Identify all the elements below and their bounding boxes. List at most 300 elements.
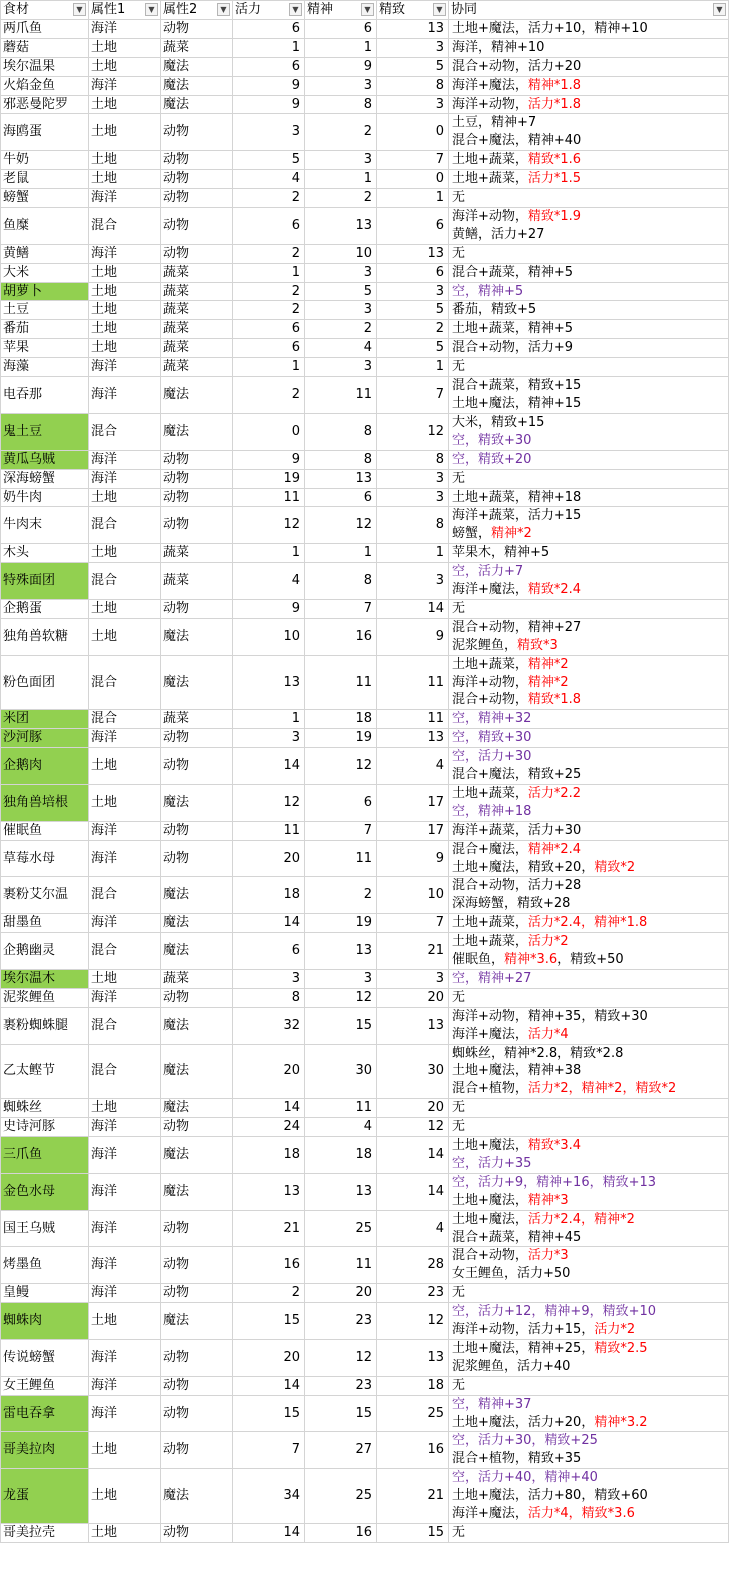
cell-vitality[interactable]: 3 <box>233 729 305 748</box>
cell-refinement[interactable]: 13 <box>377 729 449 748</box>
cell-synergy[interactable] <box>449 469 729 488</box>
cell-vitality[interactable]: 2 <box>233 189 305 208</box>
cell-synergy[interactable] <box>449 413 729 450</box>
cell-attr2[interactable]: 动物 <box>161 189 233 208</box>
cell-attr2[interactable]: 动物 <box>161 1523 233 1542</box>
cell-attr2[interactable]: 蔬菜 <box>161 563 233 600</box>
cell-ingredient[interactable]: 胡萝卜 <box>1 282 89 301</box>
cell-ingredient[interactable]: 海鸥蛋 <box>1 114 89 151</box>
cell-synergy[interactable] <box>449 488 729 507</box>
cell-ingredient[interactable]: 蜘蛛肉 <box>1 1303 89 1340</box>
cell-refinement[interactable]: 7 <box>377 151 449 170</box>
cell-ingredient[interactable]: 两爪鱼 <box>1 19 89 38</box>
cell-attr2[interactable]: 动物 <box>161 1432 233 1469</box>
cell-ingredient[interactable]: 蘑菇 <box>1 38 89 57</box>
cell-spirit[interactable]: 4 <box>305 1118 377 1137</box>
filter-dropdown-icon[interactable]: ▼ <box>361 3 374 16</box>
cell-spirit[interactable]: 15 <box>305 1007 377 1044</box>
cell-attr2[interactable]: 魔法 <box>161 933 233 970</box>
cell-attr2[interactable]: 蔬菜 <box>161 263 233 282</box>
cell-synergy[interactable] <box>449 1395 729 1432</box>
cell-ingredient[interactable]: 粉色面团 <box>1 655 89 710</box>
cell-attr1[interactable]: 混合 <box>89 413 161 450</box>
cell-spirit[interactable]: 7 <box>305 821 377 840</box>
cell-vitality[interactable]: 6 <box>233 339 305 358</box>
cell-synergy[interactable] <box>449 563 729 600</box>
cell-synergy[interactable] <box>449 840 729 877</box>
cell-ingredient[interactable]: 鱼糜 <box>1 207 89 244</box>
cell-refinement[interactable]: 8 <box>377 507 449 544</box>
cell-spirit[interactable]: 16 <box>305 618 377 655</box>
cell-ingredient[interactable]: 草莓水母 <box>1 840 89 877</box>
cell-attr1[interactable]: 土地 <box>89 114 161 151</box>
cell-vitality[interactable]: 8 <box>233 988 305 1007</box>
cell-refinement[interactable]: 17 <box>377 821 449 840</box>
cell-attr1[interactable]: 海洋 <box>89 469 161 488</box>
cell-attr1[interactable]: 土地 <box>89 151 161 170</box>
cell-spirit[interactable]: 30 <box>305 1044 377 1099</box>
cell-ingredient[interactable]: 三爪鱼 <box>1 1137 89 1174</box>
cell-refinement[interactable]: 3 <box>377 282 449 301</box>
cell-refinement[interactable]: 8 <box>377 76 449 95</box>
cell-vitality[interactable]: 7 <box>233 1432 305 1469</box>
cell-refinement[interactable]: 14 <box>377 1137 449 1174</box>
cell-attr1[interactable]: 海洋 <box>89 1395 161 1432</box>
cell-vitality[interactable]: 1 <box>233 263 305 282</box>
cell-synergy[interactable] <box>449 1173 729 1210</box>
cell-vitality[interactable]: 6 <box>233 207 305 244</box>
cell-attr1[interactable]: 土地 <box>89 339 161 358</box>
cell-attr1[interactable]: 混合 <box>89 563 161 600</box>
cell-spirit[interactable]: 23 <box>305 1303 377 1340</box>
filter-dropdown-icon[interactable]: ▼ <box>73 3 86 16</box>
cell-attr2[interactable]: 魔法 <box>161 76 233 95</box>
cell-vitality[interactable]: 20 <box>233 840 305 877</box>
cell-spirit[interactable]: 23 <box>305 1376 377 1395</box>
cell-vitality[interactable]: 0 <box>233 413 305 450</box>
cell-synergy[interactable] <box>449 244 729 263</box>
cell-synergy[interactable] <box>449 358 729 377</box>
cell-spirit[interactable]: 13 <box>305 933 377 970</box>
cell-synergy[interactable] <box>449 933 729 970</box>
cell-spirit[interactable]: 2 <box>305 320 377 339</box>
cell-vitality[interactable]: 18 <box>233 877 305 914</box>
cell-attr2[interactable]: 动物 <box>161 1284 233 1303</box>
filter-dropdown-icon[interactable]: ▼ <box>433 3 446 16</box>
cell-attr2[interactable]: 动物 <box>161 1118 233 1137</box>
cell-synergy[interactable] <box>449 821 729 840</box>
cell-attr1[interactable]: 海洋 <box>89 1376 161 1395</box>
cell-vitality[interactable]: 2 <box>233 282 305 301</box>
cell-ingredient[interactable]: 皇鳗 <box>1 1284 89 1303</box>
cell-attr1[interactable]: 土地 <box>89 301 161 320</box>
cell-refinement[interactable]: 0 <box>377 170 449 189</box>
cell-vitality[interactable]: 20 <box>233 1339 305 1376</box>
cell-spirit[interactable]: 8 <box>305 563 377 600</box>
cell-synergy[interactable] <box>449 1099 729 1118</box>
cell-attr2[interactable]: 蔬菜 <box>161 320 233 339</box>
cell-synergy[interactable] <box>449 914 729 933</box>
cell-synergy[interactable] <box>449 263 729 282</box>
cell-spirit[interactable]: 8 <box>305 95 377 114</box>
cell-attr1[interactable]: 混合 <box>89 1044 161 1099</box>
cell-ingredient[interactable]: 乙太鲣节 <box>1 1044 89 1099</box>
cell-refinement[interactable]: 15 <box>377 1523 449 1542</box>
cell-synergy[interactable] <box>449 114 729 151</box>
cell-refinement[interactable]: 11 <box>377 655 449 710</box>
cell-attr2[interactable]: 蔬菜 <box>161 969 233 988</box>
cell-refinement[interactable]: 6 <box>377 207 449 244</box>
cell-spirit[interactable]: 18 <box>305 710 377 729</box>
cell-spirit[interactable]: 2 <box>305 189 377 208</box>
cell-refinement[interactable]: 13 <box>377 1007 449 1044</box>
cell-attr1[interactable]: 土地 <box>89 784 161 821</box>
cell-attr1[interactable]: 土地 <box>89 95 161 114</box>
cell-ingredient[interactable]: 裹粉蜘蛛腿 <box>1 1007 89 1044</box>
cell-attr1[interactable]: 海洋 <box>89 1210 161 1247</box>
cell-synergy[interactable] <box>449 1044 729 1099</box>
cell-refinement[interactable]: 1 <box>377 544 449 563</box>
cell-vitality[interactable]: 9 <box>233 95 305 114</box>
cell-attr2[interactable]: 动物 <box>161 151 233 170</box>
cell-attr1[interactable]: 海洋 <box>89 1284 161 1303</box>
cell-attr2[interactable]: 魔法 <box>161 784 233 821</box>
cell-attr1[interactable]: 混合 <box>89 877 161 914</box>
cell-spirit[interactable]: 8 <box>305 413 377 450</box>
cell-ingredient[interactable]: 企鹅幽灵 <box>1 933 89 970</box>
cell-synergy[interactable] <box>449 988 729 1007</box>
cell-synergy[interactable] <box>449 76 729 95</box>
cell-ingredient[interactable]: 埃尔温木 <box>1 969 89 988</box>
cell-refinement[interactable]: 3 <box>377 38 449 57</box>
cell-refinement[interactable]: 8 <box>377 450 449 469</box>
cell-spirit[interactable]: 3 <box>305 969 377 988</box>
cell-ingredient[interactable]: 电吞那 <box>1 377 89 414</box>
cell-vitality[interactable]: 6 <box>233 19 305 38</box>
cell-ingredient[interactable]: 大米 <box>1 263 89 282</box>
cell-attr2[interactable]: 动物 <box>161 207 233 244</box>
cell-attr2[interactable]: 魔法 <box>161 914 233 933</box>
cell-attr2[interactable]: 魔法 <box>161 1044 233 1099</box>
cell-attr2[interactable]: 魔法 <box>161 1469 233 1524</box>
cell-attr1[interactable]: 海洋 <box>89 821 161 840</box>
cell-synergy[interactable] <box>449 1007 729 1044</box>
cell-spirit[interactable]: 1 <box>305 170 377 189</box>
cell-attr2[interactable]: 动物 <box>161 1395 233 1432</box>
cell-attr1[interactable]: 海洋 <box>89 1339 161 1376</box>
cell-attr1[interactable]: 土地 <box>89 1303 161 1340</box>
cell-vitality[interactable]: 14 <box>233 914 305 933</box>
cell-refinement[interactable]: 21 <box>377 933 449 970</box>
cell-refinement[interactable]: 16 <box>377 1432 449 1469</box>
cell-vitality[interactable]: 12 <box>233 784 305 821</box>
cell-vitality[interactable]: 16 <box>233 1247 305 1284</box>
cell-ingredient[interactable]: 牛奶 <box>1 151 89 170</box>
cell-synergy[interactable] <box>449 1247 729 1284</box>
cell-ingredient[interactable]: 苹果 <box>1 339 89 358</box>
cell-vitality[interactable]: 1 <box>233 38 305 57</box>
cell-attr1[interactable]: 土地 <box>89 282 161 301</box>
cell-vitality[interactable]: 15 <box>233 1303 305 1340</box>
cell-refinement[interactable]: 13 <box>377 244 449 263</box>
cell-attr1[interactable]: 土地 <box>89 1469 161 1524</box>
cell-vitality[interactable]: 5 <box>233 151 305 170</box>
cell-attr2[interactable]: 动物 <box>161 114 233 151</box>
cell-refinement[interactable]: 14 <box>377 599 449 618</box>
cell-synergy[interactable] <box>449 282 729 301</box>
cell-attr1[interactable]: 海洋 <box>89 244 161 263</box>
cell-spirit[interactable]: 2 <box>305 114 377 151</box>
cell-attr2[interactable]: 动物 <box>161 821 233 840</box>
cell-synergy[interactable] <box>449 969 729 988</box>
cell-attr1[interactable]: 土地 <box>89 618 161 655</box>
cell-attr2[interactable]: 魔法 <box>161 377 233 414</box>
cell-attr2[interactable]: 魔法 <box>161 1303 233 1340</box>
cell-synergy[interactable] <box>449 1303 729 1340</box>
cell-vitality[interactable]: 12 <box>233 507 305 544</box>
cell-ingredient[interactable]: 沙河豚 <box>1 729 89 748</box>
cell-ingredient[interactable]: 番茄 <box>1 320 89 339</box>
cell-refinement[interactable]: 5 <box>377 301 449 320</box>
cell-spirit[interactable]: 3 <box>305 301 377 320</box>
cell-ingredient[interactable]: 传说螃蟹 <box>1 1339 89 1376</box>
cell-spirit[interactable]: 4 <box>305 339 377 358</box>
cell-vitality[interactable]: 2 <box>233 301 305 320</box>
cell-refinement[interactable]: 20 <box>377 988 449 1007</box>
cell-ingredient[interactable]: 哥美拉壳 <box>1 1523 89 1542</box>
cell-refinement[interactable]: 10 <box>377 877 449 914</box>
cell-synergy[interactable] <box>449 618 729 655</box>
cell-synergy[interactable] <box>449 599 729 618</box>
cell-ingredient[interactable]: 深海螃蟹 <box>1 469 89 488</box>
cell-spirit[interactable]: 12 <box>305 507 377 544</box>
cell-synergy[interactable] <box>449 1137 729 1174</box>
cell-spirit[interactable]: 13 <box>305 1173 377 1210</box>
cell-synergy[interactable] <box>449 1469 729 1524</box>
cell-attr1[interactable]: 土地 <box>89 57 161 76</box>
cell-refinement[interactable]: 13 <box>377 19 449 38</box>
cell-ingredient[interactable]: 鬼土豆 <box>1 413 89 450</box>
cell-synergy[interactable] <box>449 189 729 208</box>
cell-attr1[interactable]: 海洋 <box>89 377 161 414</box>
cell-spirit[interactable]: 7 <box>305 599 377 618</box>
cell-vitality[interactable]: 6 <box>233 320 305 339</box>
cell-spirit[interactable]: 10 <box>305 244 377 263</box>
cell-synergy[interactable] <box>449 301 729 320</box>
cell-refinement[interactable]: 5 <box>377 57 449 76</box>
cell-ingredient[interactable]: 火焰金鱼 <box>1 76 89 95</box>
filter-dropdown-icon[interactable]: ▼ <box>713 3 726 16</box>
cell-refinement[interactable]: 1 <box>377 358 449 377</box>
cell-refinement[interactable]: 25 <box>377 1395 449 1432</box>
cell-synergy[interactable] <box>449 95 729 114</box>
cell-synergy[interactable] <box>449 877 729 914</box>
cell-ingredient[interactable]: 甜墨鱼 <box>1 914 89 933</box>
cell-vitality[interactable]: 1 <box>233 544 305 563</box>
cell-synergy[interactable] <box>449 339 729 358</box>
cell-attr1[interactable]: 土地 <box>89 320 161 339</box>
cell-vitality[interactable]: 6 <box>233 933 305 970</box>
cell-ingredient[interactable]: 国王乌贼 <box>1 1210 89 1247</box>
cell-refinement[interactable]: 12 <box>377 1118 449 1137</box>
cell-vitality[interactable]: 14 <box>233 748 305 785</box>
cell-ingredient[interactable]: 老鼠 <box>1 170 89 189</box>
cell-synergy[interactable] <box>449 710 729 729</box>
cell-attr1[interactable]: 混合 <box>89 655 161 710</box>
cell-ingredient[interactable]: 独角兽软糖 <box>1 618 89 655</box>
cell-attr2[interactable]: 魔法 <box>161 95 233 114</box>
cell-synergy[interactable] <box>449 1210 729 1247</box>
cell-refinement[interactable]: 12 <box>377 1303 449 1340</box>
cell-vitality[interactable]: 4 <box>233 563 305 600</box>
cell-spirit[interactable]: 11 <box>305 1099 377 1118</box>
cell-spirit[interactable]: 12 <box>305 988 377 1007</box>
cell-vitality[interactable]: 24 <box>233 1118 305 1137</box>
cell-attr1[interactable]: 混合 <box>89 1007 161 1044</box>
cell-ingredient[interactable]: 特殊面团 <box>1 563 89 600</box>
cell-ingredient[interactable]: 企鹅肉 <box>1 748 89 785</box>
cell-synergy[interactable] <box>449 320 729 339</box>
cell-attr2[interactable]: 蔬菜 <box>161 282 233 301</box>
cell-attr2[interactable]: 蔬菜 <box>161 301 233 320</box>
cell-ingredient[interactable]: 龙蛋 <box>1 1469 89 1524</box>
cell-vitality[interactable]: 14 <box>233 1523 305 1542</box>
cell-synergy[interactable] <box>449 1339 729 1376</box>
cell-spirit[interactable]: 12 <box>305 1339 377 1376</box>
cell-refinement[interactable]: 4 <box>377 748 449 785</box>
cell-vitality[interactable]: 9 <box>233 599 305 618</box>
cell-refinement[interactable]: 7 <box>377 914 449 933</box>
cell-vitality[interactable]: 1 <box>233 710 305 729</box>
cell-attr2[interactable]: 动物 <box>161 748 233 785</box>
cell-attr2[interactable]: 动物 <box>161 488 233 507</box>
cell-vitality[interactable]: 9 <box>233 76 305 95</box>
cell-attr1[interactable]: 海洋 <box>89 19 161 38</box>
cell-attr2[interactable]: 动物 <box>161 1376 233 1395</box>
cell-synergy[interactable] <box>449 507 729 544</box>
cell-attr2[interactable]: 动物 <box>161 1247 233 1284</box>
cell-vitality[interactable]: 3 <box>233 114 305 151</box>
cell-vitality[interactable]: 32 <box>233 1007 305 1044</box>
cell-spirit[interactable]: 8 <box>305 450 377 469</box>
cell-ingredient[interactable]: 企鹅蛋 <box>1 599 89 618</box>
cell-vitality[interactable]: 3 <box>233 969 305 988</box>
cell-spirit[interactable]: 3 <box>305 263 377 282</box>
cell-spirit[interactable]: 13 <box>305 469 377 488</box>
cell-vitality[interactable]: 4 <box>233 170 305 189</box>
cell-spirit[interactable]: 19 <box>305 729 377 748</box>
cell-synergy[interactable] <box>449 170 729 189</box>
cell-attr1[interactable]: 土地 <box>89 488 161 507</box>
cell-vitality[interactable]: 13 <box>233 1173 305 1210</box>
cell-refinement[interactable]: 9 <box>377 618 449 655</box>
cell-synergy[interactable] <box>449 151 729 170</box>
cell-refinement[interactable]: 5 <box>377 339 449 358</box>
cell-synergy[interactable] <box>449 1376 729 1395</box>
cell-ingredient[interactable]: 女王鲤鱼 <box>1 1376 89 1395</box>
cell-vitality[interactable]: 9 <box>233 450 305 469</box>
cell-vitality[interactable]: 13 <box>233 655 305 710</box>
cell-refinement[interactable]: 3 <box>377 969 449 988</box>
cell-ingredient[interactable]: 邪恶曼陀罗 <box>1 95 89 114</box>
cell-spirit[interactable]: 18 <box>305 1137 377 1174</box>
cell-spirit[interactable]: 3 <box>305 358 377 377</box>
cell-attr1[interactable]: 土地 <box>89 599 161 618</box>
cell-spirit[interactable]: 11 <box>305 1247 377 1284</box>
cell-attr2[interactable]: 蔬菜 <box>161 38 233 57</box>
cell-attr2[interactable]: 蔬菜 <box>161 710 233 729</box>
cell-vitality[interactable]: 14 <box>233 1099 305 1118</box>
cell-spirit[interactable]: 1 <box>305 38 377 57</box>
cell-refinement[interactable]: 3 <box>377 488 449 507</box>
cell-attr1[interactable]: 土地 <box>89 38 161 57</box>
cell-spirit[interactable]: 11 <box>305 377 377 414</box>
cell-spirit[interactable]: 19 <box>305 914 377 933</box>
cell-vitality[interactable]: 6 <box>233 57 305 76</box>
cell-attr2[interactable]: 动物 <box>161 19 233 38</box>
cell-attr2[interactable]: 蔬菜 <box>161 544 233 563</box>
cell-vitality[interactable]: 34 <box>233 1469 305 1524</box>
cell-synergy[interactable] <box>449 655 729 710</box>
cell-vitality[interactable]: 11 <box>233 821 305 840</box>
cell-refinement[interactable]: 23 <box>377 1284 449 1303</box>
cell-attr1[interactable]: 混合 <box>89 207 161 244</box>
cell-refinement[interactable]: 12 <box>377 413 449 450</box>
cell-attr1[interactable]: 海洋 <box>89 1137 161 1174</box>
cell-spirit[interactable]: 6 <box>305 19 377 38</box>
cell-attr2[interactable]: 动物 <box>161 729 233 748</box>
cell-vitality[interactable]: 19 <box>233 469 305 488</box>
cell-refinement[interactable]: 20 <box>377 1099 449 1118</box>
cell-attr1[interactable]: 土地 <box>89 170 161 189</box>
filter-dropdown-icon[interactable]: ▼ <box>145 3 158 16</box>
cell-attr1[interactable]: 混合 <box>89 507 161 544</box>
cell-refinement[interactable]: 7 <box>377 377 449 414</box>
cell-vitality[interactable]: 14 <box>233 1376 305 1395</box>
cell-synergy[interactable] <box>449 748 729 785</box>
cell-ingredient[interactable]: 螃蟹 <box>1 189 89 208</box>
cell-refinement[interactable]: 0 <box>377 114 449 151</box>
cell-attr2[interactable]: 魔法 <box>161 57 233 76</box>
cell-spirit[interactable]: 3 <box>305 151 377 170</box>
cell-attr2[interactable]: 动物 <box>161 170 233 189</box>
cell-attr1[interactable]: 海洋 <box>89 450 161 469</box>
cell-spirit[interactable]: 13 <box>305 207 377 244</box>
cell-attr2[interactable]: 魔法 <box>161 655 233 710</box>
cell-attr2[interactable]: 动物 <box>161 988 233 1007</box>
cell-refinement[interactable]: 3 <box>377 469 449 488</box>
cell-refinement[interactable]: 28 <box>377 1247 449 1284</box>
cell-attr1[interactable]: 混合 <box>89 710 161 729</box>
cell-ingredient[interactable]: 牛肉末 <box>1 507 89 544</box>
cell-ingredient[interactable]: 史诗河豚 <box>1 1118 89 1137</box>
cell-attr2[interactable]: 动物 <box>161 244 233 263</box>
cell-vitality[interactable]: 1 <box>233 358 305 377</box>
cell-attr1[interactable]: 海洋 <box>89 1247 161 1284</box>
cell-ingredient[interactable]: 独角兽培根 <box>1 784 89 821</box>
cell-synergy[interactable] <box>449 450 729 469</box>
cell-spirit[interactable]: 2 <box>305 877 377 914</box>
cell-attr1[interactable]: 海洋 <box>89 1173 161 1210</box>
cell-refinement[interactable]: 13 <box>377 1339 449 1376</box>
cell-spirit[interactable]: 25 <box>305 1210 377 1247</box>
cell-spirit[interactable]: 9 <box>305 57 377 76</box>
cell-ingredient[interactable]: 蜘蛛丝 <box>1 1099 89 1118</box>
cell-ingredient[interactable]: 哥美拉肉 <box>1 1432 89 1469</box>
cell-ingredient[interactable]: 海藻 <box>1 358 89 377</box>
cell-attr1[interactable]: 海洋 <box>89 1118 161 1137</box>
cell-synergy[interactable] <box>449 207 729 244</box>
